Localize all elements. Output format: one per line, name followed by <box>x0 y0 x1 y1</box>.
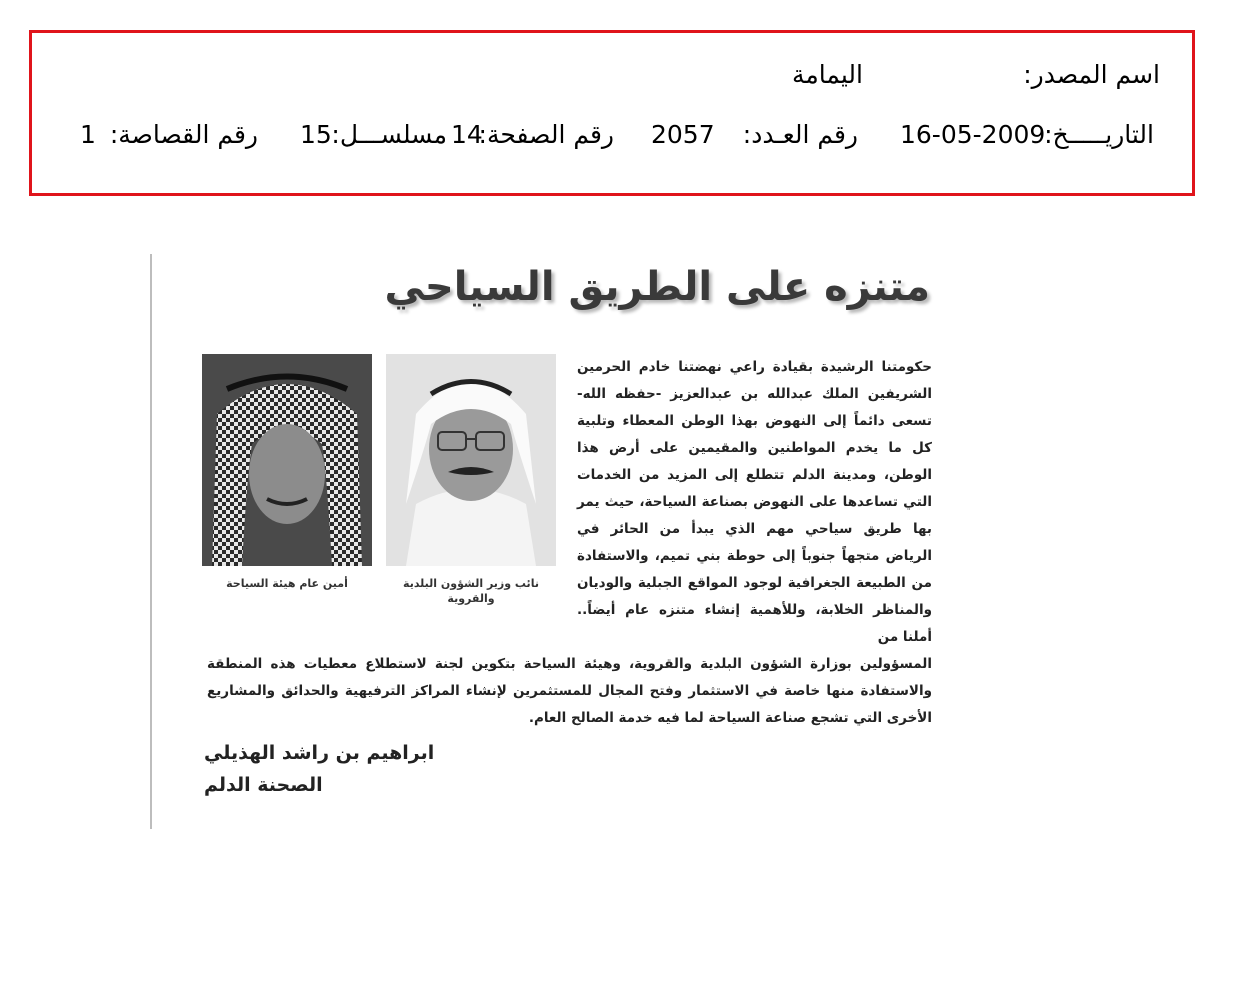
article-headline: متنزه على الطريق السياحي <box>384 264 930 310</box>
source-info-box <box>29 30 1195 196</box>
caption-deputy-minister: نائب وزير الشؤون البلدية والقروية <box>403 577 539 605</box>
caption-tourism-secretary: أمين عام هيئة السياحة <box>226 577 348 590</box>
photo-tourism-secretary <box>202 354 372 566</box>
date-value: 16-05-2009 <box>900 120 1046 149</box>
author-location: الصحنة الدلم <box>204 774 323 796</box>
issue-label: رقم العـدد: <box>742 120 858 149</box>
portrait-man-ghutra-white <box>386 354 556 566</box>
page-value: 14 <box>451 120 483 149</box>
issue-value: 2057 <box>651 120 715 149</box>
article-paragraph-2: المسؤولين بوزارة الشؤون البلدية والقروية، وهيئة السياحة بتكوين لجنة لاستطلاع معطيات هذه المنطقة والاستفادة منها خاصة في الاستثمار وفتح المجال للمستثمرين لإنشاء المراكز الترفيهية والحدائق والمشاريع الأخرى التي تشجع صناعة السياحة لما فيه خدمة الصالح العام. <box>207 656 932 726</box>
clip-value: 1 <box>80 120 96 149</box>
page-label: رقم الصفحة: <box>478 120 614 149</box>
source-label: اسم المصدر: <box>1023 60 1160 89</box>
source-value: اليمامة <box>792 60 863 89</box>
photo-deputy-minister <box>386 354 556 566</box>
serial-label: مسلســـل: <box>331 120 447 149</box>
clip-label: رقم القصاصة: <box>109 120 258 149</box>
article-paragraph-1: حكومتنا الرشيدة بقيادة راعي نهضتنا خادم الحرمين الشريفين الملك عبدالله بن عبدالعزيز -حفظه الله- تسعى دائماً إلى النهوض بهذا الوطن المعطاء وتلبية كل ما يخدم المواطنين والمقيمين على أرض هذا الوطن، ومدينة الدلم تتطلع إلى المزيد من الخدمات التي تساعدها على النهوض بصناعة السياحة، حيث يمر بها طريق سياحي مهم الذي يبدأ من الحائر في الرياض متجهاً جنوباً إلى حوطة بني تميم، والاستفادة من الطبيعة الجغرافية لوجود المواقع الجبلية والوديان والمناظر الخلابة، وللأهمية إنشاء متنزه عام أيضاً.. أملنا من <box>577 359 932 645</box>
portrait-man-ghutra-checkered <box>202 354 372 566</box>
newspaper-clipping <box>150 254 942 829</box>
author-name: ابراهيم بن راشد الهذيلي <box>204 742 435 764</box>
serial-value: 15 <box>300 120 332 149</box>
date-label: التاريـــــخ: <box>1044 120 1154 149</box>
